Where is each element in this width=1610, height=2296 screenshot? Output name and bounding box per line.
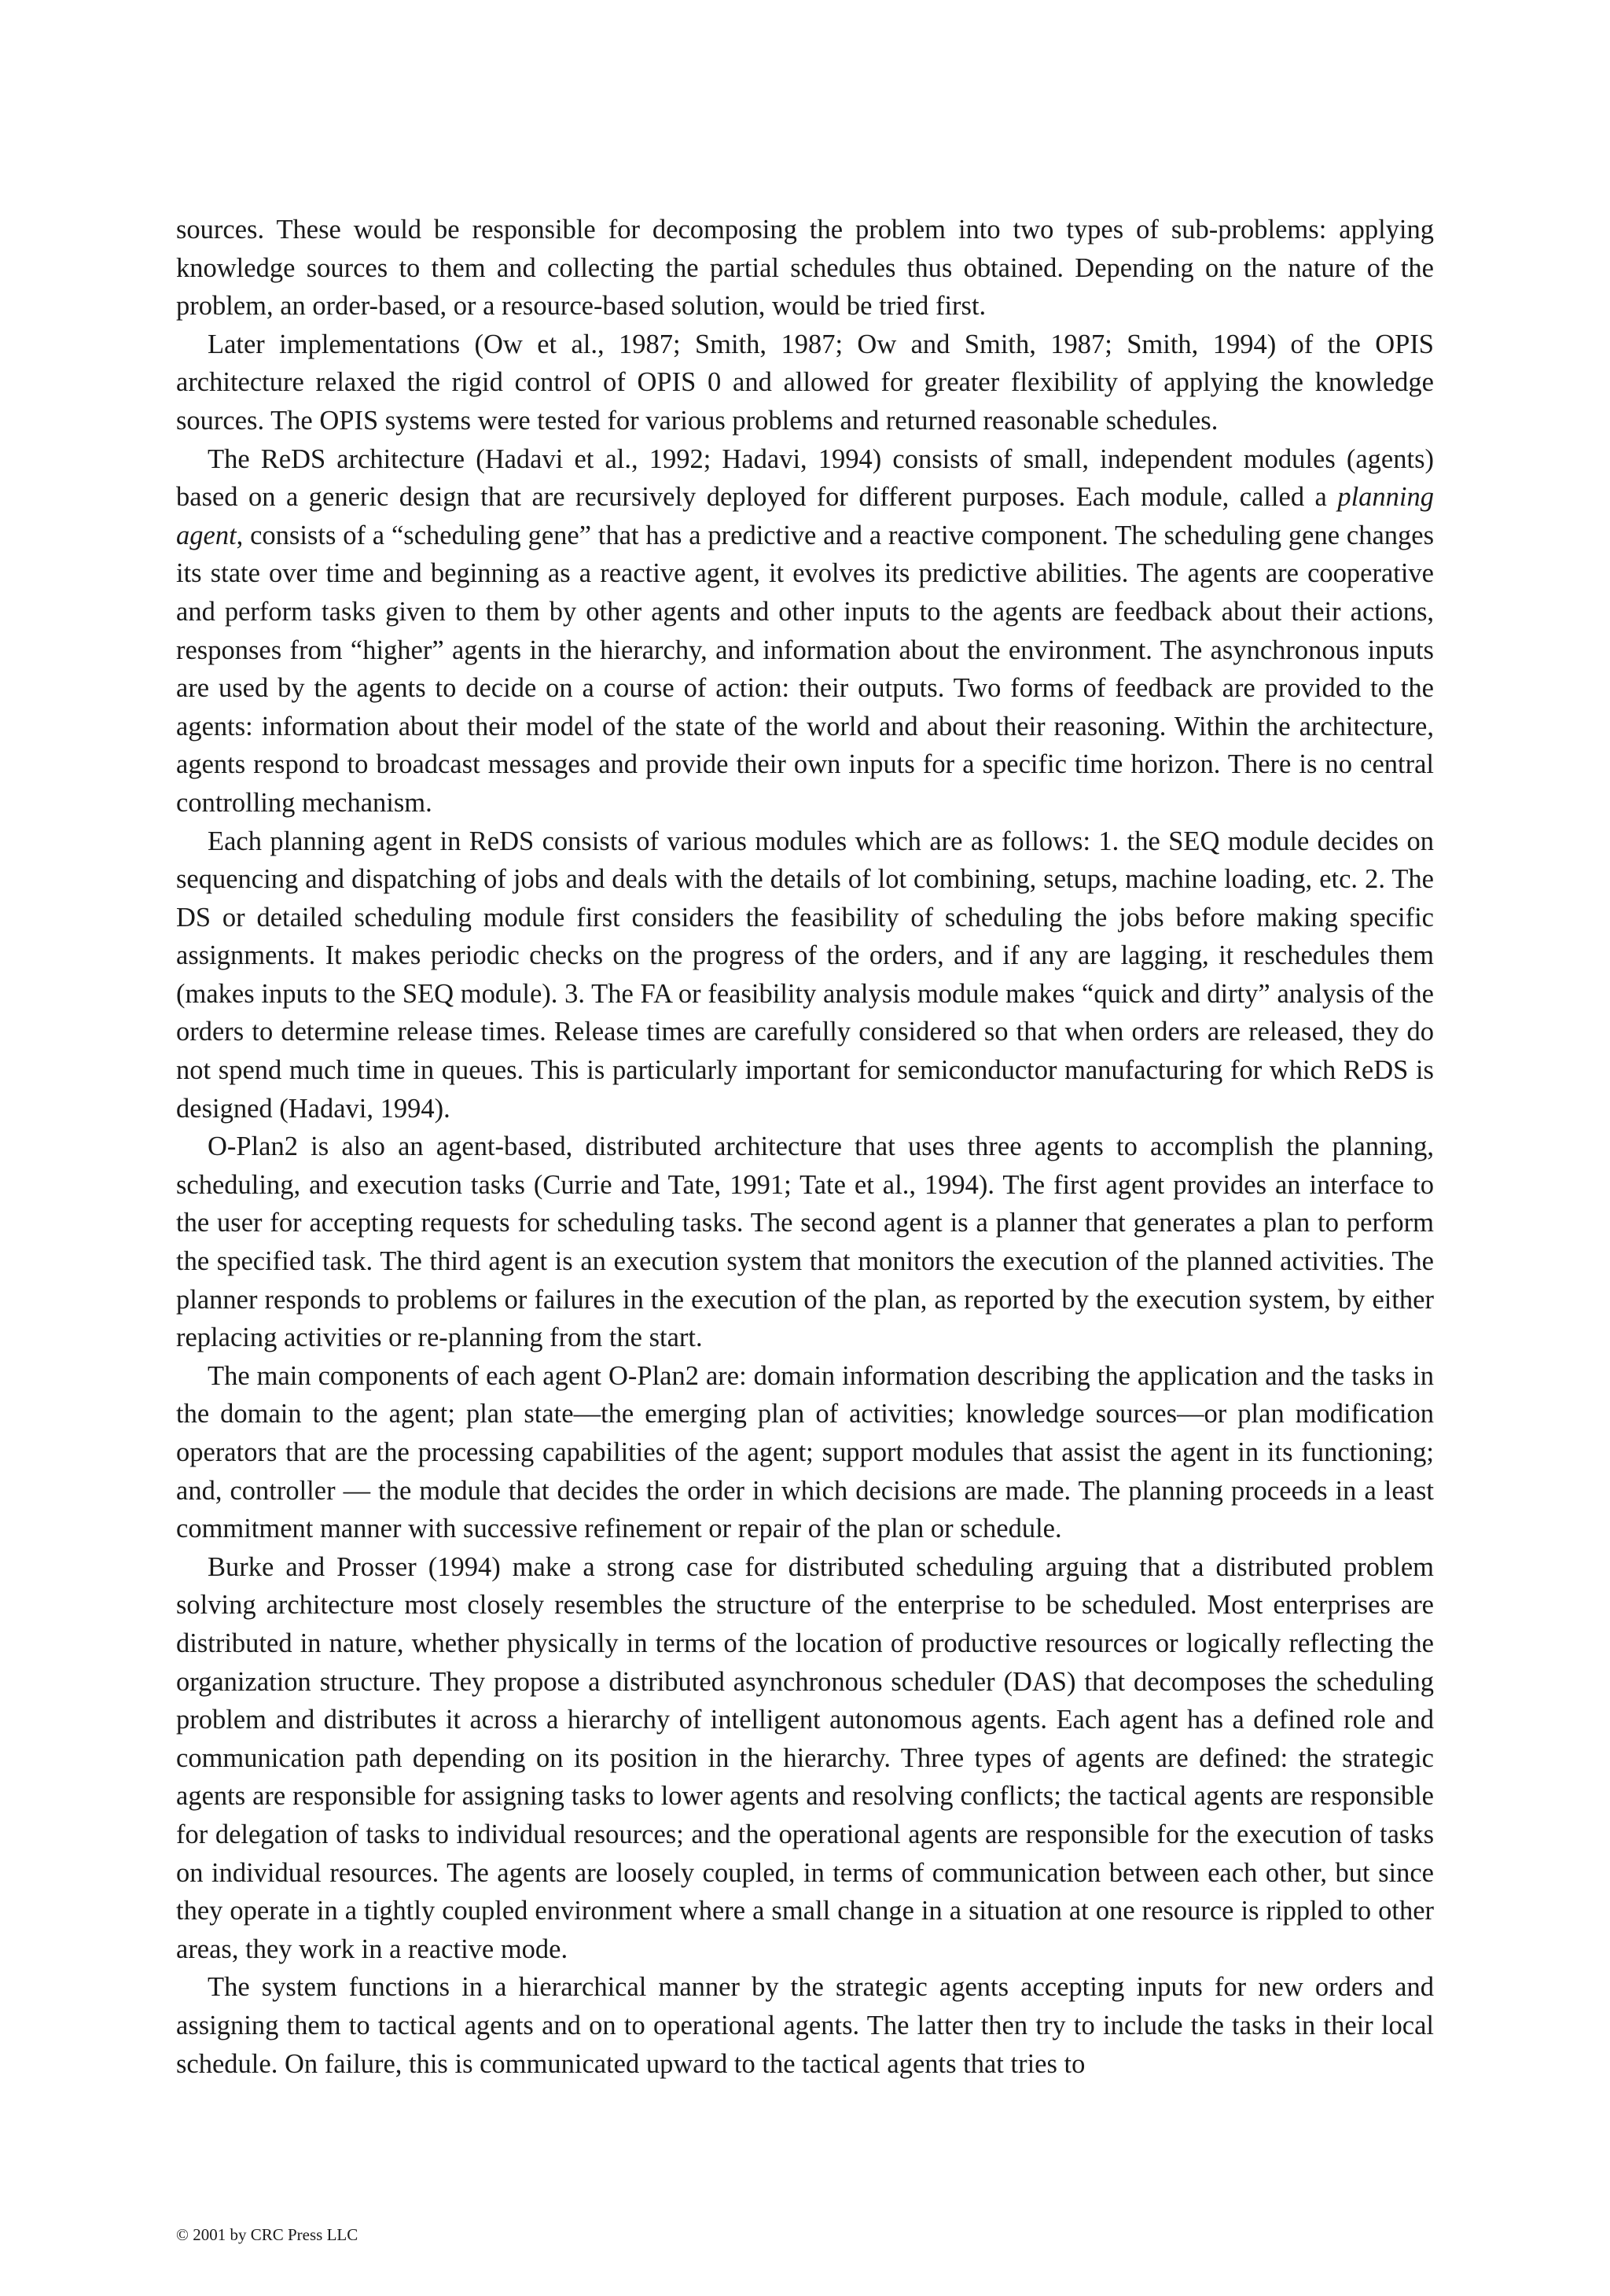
paragraph-text: Each planning agent in ReDS consists of various modules which are as follows: 1. the SEQ module decides on sequencing and dispatching of jobs and deals with the details of lot combining, setups, machine loading, etc. 2. The DS or detailed scheduling module first considers the feasibility of scheduling the jobs before making specific assignments. It makes periodic checks on the progress of the orders, and if any are lagging, it reschedules them (makes inputs to the SEQ module). 3. The FA or feasibility analysis module makes “quick and dirty” analysis of the orders to determine release times. Release times are carefully considered so that when orders are released, they do not spend much time in queues. This is particularly important for semiconductor manufacturing for which ReDS is designed (Hadavi, 1994). <box>176 826 1434 1124</box>
body-paragraph <box>176 822 1434 1128</box>
body-paragraph <box>176 1548 1434 1969</box>
paragraph-text: The main components of each agent O-Plan2 are: domain information describing the application and the tasks in the domain to the agent; plan state—the emerging plan of activities; knowledge sources—or plan modification operators that are the processing capabilities of the agent; support modules that assist the agent in its functioning; and, controller — the module that decides the order in which decisions are made. The planning proceeds in a least commitment manner with successive refinement or repair of the plan or schedule. <box>176 1360 1434 1544</box>
paragraph-text: sources. These would be responsible for decomposing the problem into two types of sub-problems: applying knowledge sources to them and collecting the partial schedules thus obtained. Depending on the nature of the problem, an order-based, or a resource-based solution, would be tried first. <box>176 215 1434 322</box>
paragraph-text: Burke and Prosser (1994) make a strong case for distributed scheduling arguing that a distributed problem solving architecture most closely resembles the structure of the enterprise to be scheduled. Most enterprises are distributed in nature, whether physically in terms of the location of productive resources or logically reflecting the organization structure. They propose a distributed asynchronous scheduler (DAS) that decomposes the scheduling problem and distributes it across a hierarchy of intelligent autonomous agents. Each agent has a defined role and communication path depending on its position in the hierarchy. Three types of agents are defined: the strategic agents are responsible for assigning tasks to lower agents and resolving conflicts; the tactical agents are responsible for delegation of tasks to individual resources; and the operational agents are responsible for the execution of tasks on individual resources. The agents are loosely coupled, in terms of communication between each other, but since they operate in a tightly coupled environment where a small change in a situation at one resource is rippled to other areas, they work in a reactive mode. <box>176 1551 1434 1964</box>
text-column <box>176 211 1434 2083</box>
body-paragraph <box>176 1128 1434 1357</box>
page-body <box>176 211 1434 2083</box>
paragraph-text: Later implementations (Ow et al., 1987; Smith, 1987; Ow and Smith, 1987; Smith, 1994) of the OPIS architecture relaxed the rigid control of OPIS 0 and allowed for greater flexibility of applying the knowledge sources. The OPIS systems were tested for various problems and returned reasonable schedules. <box>176 329 1434 436</box>
paragraph-text: The system functions in a hierarchical manner by the strategic agents accepting inputs for new orders and assigning them to tactical agents and on to operational agents. The latter then try to include the tasks in their local schedule. On failure, this is communicated upward to the tactical agents that tries to <box>176 1972 1434 2079</box>
body-paragraph <box>176 211 1434 326</box>
paragraph-text: O-Plan2 is also an agent-based, distributed architecture that uses three agents to accomplish the planning, scheduling, and execution tasks (Currie and Tate, 1991; Tate et al., 1994). The first agent provides an interface to the user for accepting requests for scheduling tasks. The second agent is a planner that generates a plan to perform the specified task. The third agent is an execution system that monitors the execution of the planned activities. The planner responds to problems or failures in the execution of the plan, as reported by the execution system, by either replacing activities or re-planning from the start. <box>176 1131 1434 1353</box>
body-paragraph <box>176 326 1434 440</box>
body-paragraph <box>176 440 1434 822</box>
body-paragraph <box>176 1357 1434 1548</box>
paragraph-text: , consists of a “scheduling gene” that has a predictive and a reactive component. The scheduling gene changes its state over time and beginning as a reactive agent, it evolves its predictive abilities. The agents are cooperative and perform tasks given to them by other agents and other inputs to the agents are feedback about their actions, responses from “higher” agents in the hierarchy, and information about the environment. The asynchronous inputs are used by the agents to decide on a course of action: their outputs. Two forms of feedback are provided to the agents: information about their model of the state of the world and about their reasoning. Within the architecture, agents respond to broadcast messages and provide their own inputs for a specific time horizon. There is no central controlling mechanism. <box>176 520 1434 818</box>
paragraph-text: The ReDS architecture (Hadavi et al., 1992; Hadavi, 1994) consists of small, independent modules (agents) based on a generic design that are recursively deployed for different purposes. Each module, called a <box>176 443 1434 513</box>
body-paragraph <box>176 1968 1434 2083</box>
italic-term: planning agent <box>176 482 1434 550</box>
copyright-footer: © 2001 by CRC Press LLC <box>176 2225 358 2244</box>
